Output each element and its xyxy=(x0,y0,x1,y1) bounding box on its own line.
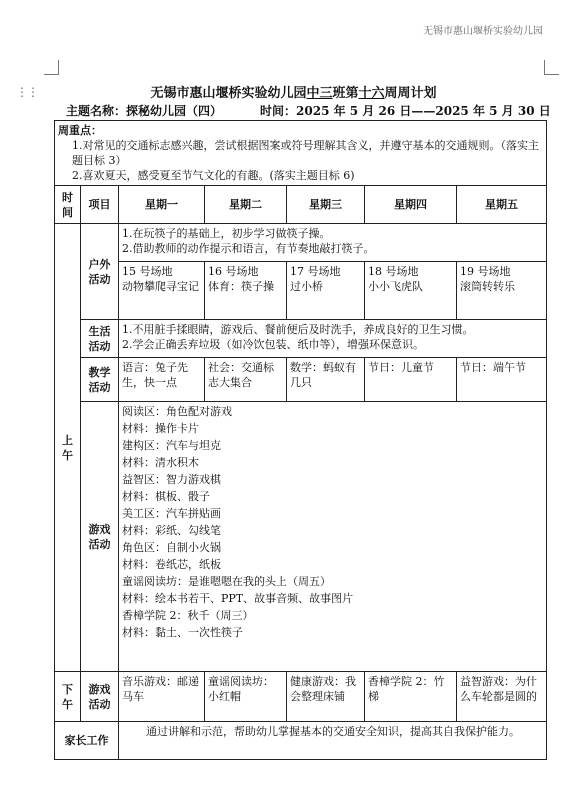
time-header: 时间 xyxy=(55,186,81,224)
teaching-fri: 节日：端午节 xyxy=(457,358,547,402)
day-header-tue: 星期二 xyxy=(205,186,287,224)
afternoon-label: 下午 xyxy=(55,672,81,722)
afternoon-wed: 健康游戏：我会整理床铺 xyxy=(287,672,365,722)
teaching-mon: 语言：兔子先生，快一点 xyxy=(119,358,205,402)
afternoon-fri: 益智游戏：为什么车轮都是圆的 xyxy=(457,672,547,722)
theme-and-time: 主题名称：探秘幼儿园（四） 时间：2025 年 5 月 26 日——2025 年 5 月 30 日 xyxy=(66,104,551,118)
page-title: 无锡市惠山堰桥实验幼儿园中三班第十六周周计划 xyxy=(150,86,437,101)
game-label: 游戏活动 xyxy=(81,402,119,672)
teaching-wed: 数学：蚂蚁有几只 xyxy=(287,358,365,402)
life-goals: 1.不用脏手揉眼睛，游戏后、餐前便后及时洗手，养成良好的卫生习惯。 2.学会正确丢弃垃圾（如冷饮包装、纸巾等），增强环保意识。 xyxy=(119,320,547,358)
theme-name: 探秘幼儿园（四） xyxy=(126,104,223,118)
day-header-wed: 星期三 xyxy=(287,186,365,224)
outdoor-tue: 16 号场地 体育：筷子操 xyxy=(205,262,287,320)
outdoor-goals: 1.在玩筷子的基础上，初步学习做筷子操。 2.借助教师的动作提示和语言，有节奏地敲打筷子。 xyxy=(119,224,547,262)
crop-mark-top-right xyxy=(544,60,559,75)
game-areas: 阅读区：角色配对游戏 材料：操作卡片 建构区：汽车与坦克 材料：清水积木 益智区：智力游戏棋 材料：棋板、骰子 美工区：汽车拼贴画 材料：彩纸、勾线笔 角色区：自制小火锅 材料：卷纸芯，纸板 童谣阅读坊：是谁嗯嗯在我的头上（周五） 材料：绘本书若干、PPT、故事音频、故事图片 香樟学院 2：秋千（周三） 材料：黏土、一次性筷子 xyxy=(119,402,547,672)
drag-handle-icon[interactable]: ⋮⋮ xyxy=(16,85,38,99)
document-header: 无锡市惠山堰桥实验幼儿园 xyxy=(423,26,543,37)
day-header-thu: 星期四 xyxy=(365,186,457,224)
item-header: 项目 xyxy=(81,186,119,224)
teaching-thu: 节日：儿童节 xyxy=(365,358,457,402)
day-header-mon: 星期一 xyxy=(119,186,205,224)
outdoor-fri: 19 号场地 滚筒转转乐 xyxy=(457,262,547,320)
life-label: 生活活动 xyxy=(81,320,119,358)
day-header-fri: 星期五 xyxy=(457,186,547,224)
afternoon-game-label: 游戏活动 xyxy=(81,672,119,722)
outdoor-thu: 18 号场地 小小飞虎队 xyxy=(365,262,457,320)
class-name: 中三 xyxy=(306,86,333,101)
morning-label: 上午 xyxy=(55,224,81,672)
weekly-plan-table xyxy=(54,120,547,760)
weekly-focus: 周重点： 1.对常见的交通标志感兴趣，尝试根据图案或符号理解其含义，并遵守基本的交通规则。（落实主题目标 3） 2.喜欢夏天，感受夏至节气文化的有趣。(落实主题目标 6) xyxy=(55,121,547,186)
teaching-tue: 社会：交通标志大集合 xyxy=(205,358,287,402)
week-number: 十六 xyxy=(358,86,385,101)
outdoor-wed: 17 号场地 过小桥 xyxy=(287,262,365,320)
afternoon-tue: 童谣阅读坊：小红帽 xyxy=(205,672,287,722)
afternoon-mon: 音乐游戏：邮递马车 xyxy=(119,672,205,722)
date-range: 2025 年 5 月 26 日——2025 年 5 月 30 日 xyxy=(296,104,551,118)
parents-label: 家长工作 xyxy=(55,722,119,760)
crop-mark-top-left xyxy=(44,60,59,75)
parents-work: 通过讲解和示范，帮助幼儿掌握基本的交通安全知识，提高其自我保护能力。 xyxy=(119,722,547,760)
afternoon-thu: 香樟学院 2：竹梯 xyxy=(365,672,457,722)
teaching-label: 教学活动 xyxy=(81,358,119,402)
outdoor-label: 户外活动 xyxy=(81,224,119,320)
outdoor-mon: 15 号场地 动物攀爬寻宝记 xyxy=(119,262,205,320)
